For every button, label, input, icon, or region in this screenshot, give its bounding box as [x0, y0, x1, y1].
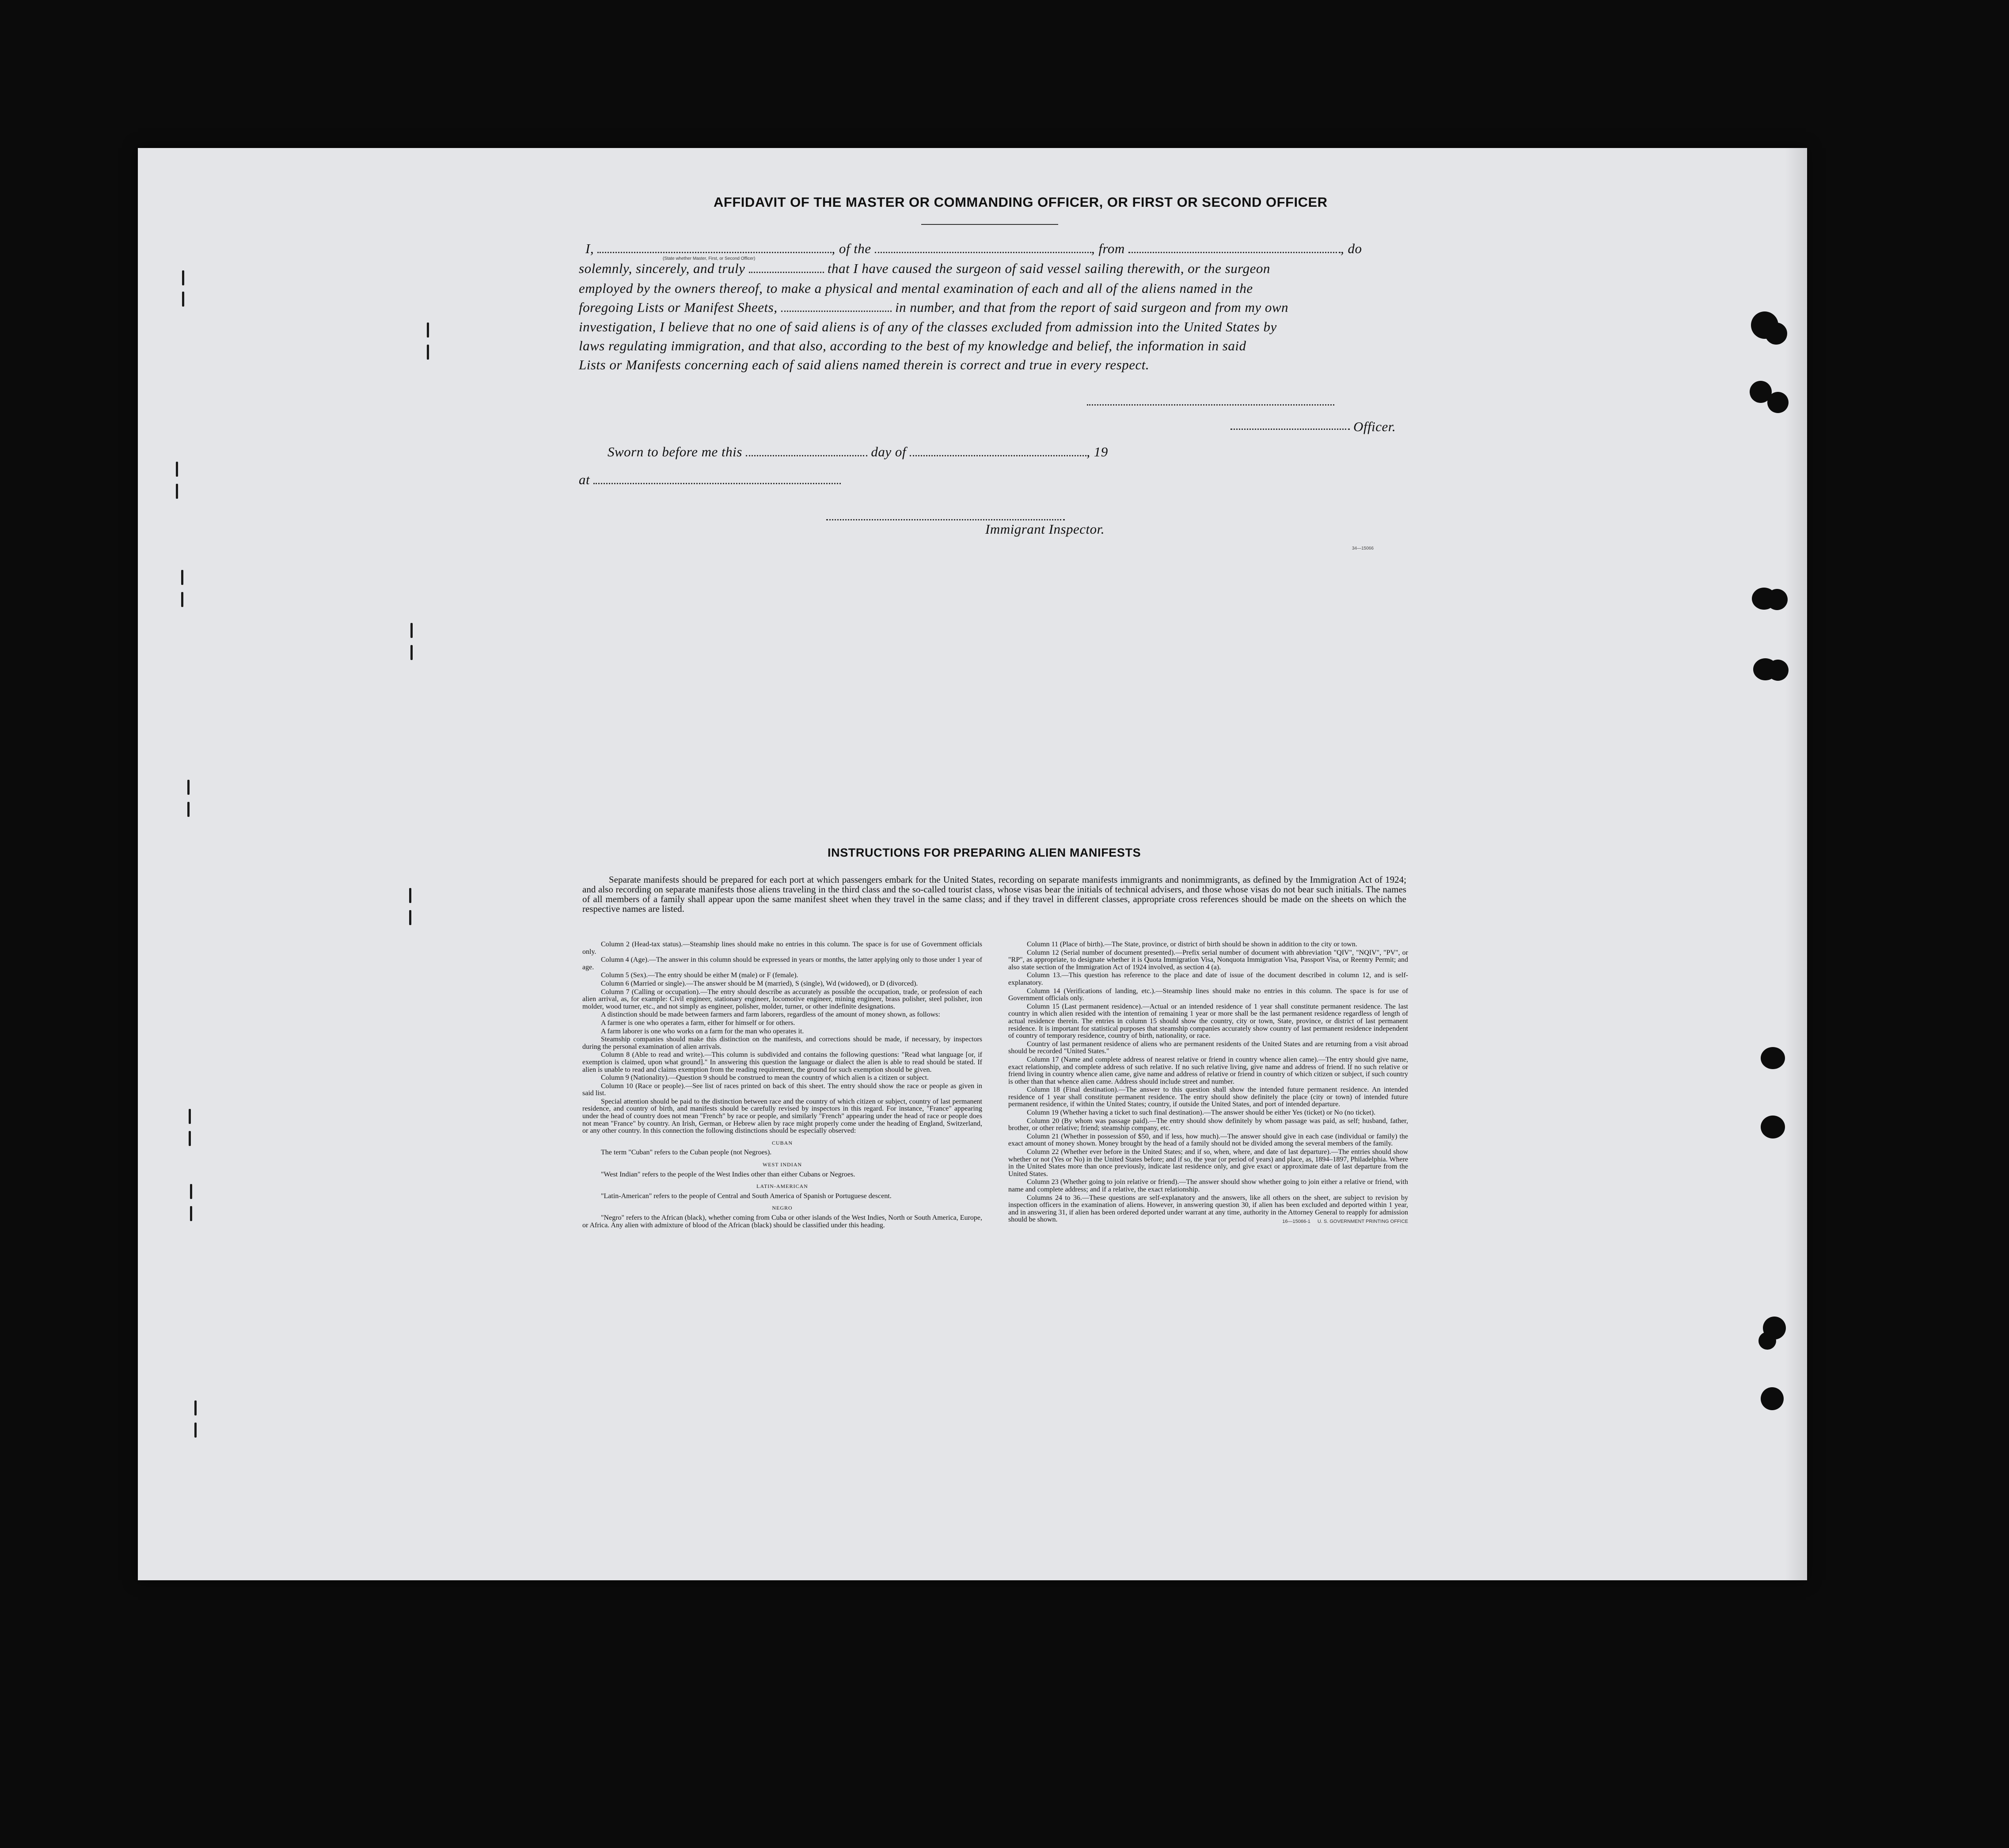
col9-text: Column 9 (Nationality).—Question 9 should be construed to mean the country of which alien is a citizen or subject. — [601, 1074, 929, 1082]
latin-american-text: "Latin-American" refers to the people of Central and South America of Spanish or Portuguese descent. — [601, 1192, 892, 1200]
film-mark — [427, 345, 429, 360]
film-mark — [182, 292, 184, 307]
col15-text: Column 15 (Last permanent residence).—Actual or an intended residence of 1 year shall constitute permanent residence. The last country in which alien resided with the intention of remaining 1 year or more shall be the last permanent residence regardless of length of actual residence therein. The entries in column 15 should show the country, city or town, State, province, or district of last permanent residence. It is important for statistical purposes that steamship companies accurately show country of last permanent residence independent of country of temporary residence, country of birth, nationality, or race. — [1008, 1002, 1408, 1040]
signature-line[interactable] — [1087, 404, 1334, 406]
film-mark — [427, 323, 429, 338]
film-mark — [409, 910, 411, 925]
west-indian-text: "West Indian" refers to the people of the West Indies other than either Cubans or Negroes. — [601, 1170, 855, 1178]
col18-text: Column 18 (Final destination).—The answer to this question shall show the intended future permanent residence. An intended residence of 1 year shall constitute permanent residence. The entry should show definitely the place (city or town) of intended future permanent residence, if within the United States; country, if outside the United States, and port of intended departure. — [1008, 1086, 1408, 1108]
line4-end: in number, and that from the report of said surgeon and from my own — [895, 300, 1289, 315]
inspector-signature-line[interactable] — [826, 519, 1065, 520]
film-mark — [181, 592, 183, 607]
affidavit-line-6: laws regulating immigration, and that also, according to the best of my knowledge and belief, the information in said — [579, 338, 1246, 353]
from-label: , from — [1091, 241, 1125, 256]
film-mark — [194, 1400, 197, 1415]
line4-start: foregoing Lists or Manifest Sheets, — [579, 300, 778, 315]
affidavit-title: AFFIDAVIT OF THE MASTER OR COMMANDING OFFICER, OR FIRST OR SECOND OFFICER — [714, 194, 1328, 210]
col12-text: Column 12 (Serial number of document presented).—Prefix serial number of document with abbreviation "QIV", "NQIV", "PV", or "RP", as appropriate, to designate whether it is Quota Immigration Visa, Nonquota Immigration Visa, Passport Visa, or Reentry Permit; and also state section of the Immigration Act of 1924 involved, as section 4 (a). — [1008, 949, 1408, 971]
latin-american-heading: LATIN-AMERICAN — [756, 1183, 808, 1190]
us-residence-text: Country of last permanent residence of aliens who are permanent residents of the United States and are returning from a visit abroad should be recorded "United States." — [1008, 1040, 1408, 1055]
film-mark — [409, 888, 411, 903]
vessel-name-field[interactable] — [875, 251, 1091, 253]
col10-text: Column 10 (Race or people).—See list of races printed on back of this sheet. The entry should show the race or people as given in said list. — [582, 1082, 982, 1097]
col17-text: Column 17 (Name and complete address of nearest relative or friend in country whence alien came).—The entry should give name, exact relationship, and complete address of such relative. If no such relative living, give name and address of friend. If no such relative or friend living in country whence alien came, give name and address of relative or friend in country of which citizen or subject, if such country is other than that whence alien came. Address should include street and number. — [1008, 1055, 1408, 1085]
footer-form-code: 16—15066-1 — [1282, 1218, 1310, 1224]
affidavit-line-1 — [585, 241, 1362, 257]
film-mark — [410, 645, 413, 660]
col21-text: Column 21 (Whether in possession of $50, and if less, how much).—The answer should give in each case (individual or family) the exact amount of money shown. Money brought by the head of a family should not be divided among the several members of the family. — [1008, 1132, 1408, 1148]
officer-rank-field[interactable] — [597, 251, 832, 253]
sworn-label: Sworn to before me this — [608, 444, 742, 459]
col13-text: Column 13.—This question has reference to the place and date of issue of the document described in column 12, and is self-explanatory. — [1008, 971, 1408, 987]
punch-hole — [1761, 1387, 1784, 1410]
instructions-title: INSTRUCTIONS FOR PREPARING ALIEN MANIFESTS — [828, 846, 1141, 859]
affidavit-line-3: employed by the owners thereof, to make a physical and mental examination of each and all of the aliens named in the — [579, 281, 1253, 296]
col22-text: Column 22 (Whether ever before in the United States; and if so, when, where, and date of last departure).—The entries should show whether or not (Yes or No) in the United States before; and if so, the year (or period of years) and place, as, 1894–1897, Philadelphia. Where in the United States more than once previously, indicate last residence only, and give exact or approximate date of last departure from the United States. — [1008, 1148, 1408, 1178]
film-mark — [410, 623, 413, 638]
intro-text: Separate manifests should be prepared for each port at which passengers embark for the United States, recording on separate manifests immigrants and nonimmigrants, as defined by the Immigration Act of 1924; and also recording on separate manifests those aliens traveling in the third class and the so-called tourist class, whose visas bear the initials of technical advisers, and those whose visas do not bear such initials. The names of all members of a family shall appear upon the same manifest sheet when they travel in the same class; and if they travel in different classes, appropriate cross references should be made on the sheets on which the respective names are listed. — [582, 874, 1406, 914]
film-mark — [190, 1184, 192, 1199]
col24-36-text: Columns 24 to 36.—These questions are self-explanatory and the answers, like all others on the sheet, are subject to revision by inspection officers in the examination of aliens. However, in answering question 30, if alien has been excluded and deported within 1 year, and in answering 31, if alien has been ordered deported under warrant at any time, authority in the Attorney General to reapply for admission should be shown. — [1008, 1194, 1408, 1224]
punch-hole — [1766, 589, 1788, 610]
at-line — [579, 472, 841, 488]
west-indian-heading: WEST INDIAN — [762, 1161, 802, 1168]
officer-signature-line[interactable] — [1230, 429, 1350, 430]
swear-affirm-field[interactable] — [749, 271, 824, 273]
affidavit-line-2 — [579, 261, 1270, 277]
affidavit-line-4 — [579, 300, 1288, 315]
col8-text: Column 8 (Able to read and write).—This column is subdivided and contains the following questions: "Read what language [or, if exemption is claimed, upon what ground]." In answering this question the language or dialect the alien is able to read should be stated. If alien is unable to read and claims exemption from the reading requirement, the ground for such exemption should be given. — [582, 1051, 982, 1074]
cuban-text: The term "Cuban" refers to the Cuban people (not Negroes). — [601, 1149, 772, 1157]
col2-text: Column 2 (Head-tax status).—Steamship lines should make no entries in this column. The space is for use of Government officials only. — [582, 941, 982, 956]
farm-laborer-text: A farm laborer is one who works on a farm for the man who operates it. — [601, 1027, 804, 1035]
steamship-distinction-text: Steamship companies should make this distinction on the manifests, and corrections should be made, if necessary, by inspectors during the personal examination of alien arrivals. — [582, 1036, 982, 1051]
punch-hole — [1761, 1116, 1785, 1138]
year-label: , 19 — [1086, 444, 1108, 459]
paper-edge-shadow — [1785, 148, 1807, 1580]
punch-hole — [1761, 1047, 1785, 1069]
punch-hole — [1767, 660, 1789, 681]
race-distinction-text: Special attention should be paid to the distinction between race and the country of which citizen or subject, country of last permanent residence, and country of birth, and manifests should be carefully revised by inspectors in this regard. For instance, "France" appearing under the head of country does not mean "French" by race or people, and similarly "French" appearing under the head of race or people does not mean "France" by country. An Irish, German, or Hebrew alien by race might properly come under the heading of England, Switzerland, or any other country. In this connection the following distinctions should be especially observed: — [582, 1097, 982, 1135]
film-mark — [176, 484, 178, 499]
col5-text: Column 5 (Sex).—The entry should be either M (male) or F (female). — [601, 971, 798, 979]
of-the-label: , of the — [832, 241, 871, 256]
film-mark — [194, 1423, 197, 1438]
sworn-place-field[interactable] — [593, 482, 841, 484]
line2-end: that I have caused the surgeon of said vessel sailing therewith, or the surgeon — [827, 261, 1270, 276]
affidavit-line-7: Lists or Manifests concerning each of said aliens named therein is correct and true in every respect. — [579, 357, 1150, 372]
sworn-month-field[interactable] — [910, 454, 1086, 456]
sworn-line — [608, 444, 1108, 460]
punch-hole — [1758, 1332, 1776, 1350]
affidavit-line-5: investigation, I believe that no one of said aliens is of any of the classes excluded from admission into the United States by — [579, 319, 1277, 334]
line2-start: solemnly, sincerely, and truly — [579, 261, 745, 276]
punch-hole — [1765, 323, 1787, 345]
col19-text: Column 19 (Whether having a ticket to such final destination).—The answer should be either Yes (ticket) or No (no ticket). — [1027, 1109, 1376, 1117]
sworn-day-field[interactable] — [746, 454, 867, 456]
instructions-intro — [582, 875, 1406, 914]
port-from-field[interactable] — [1128, 251, 1341, 253]
col11-text: Column 11 (Place of birth).—The State, province, or district of birth should be shown in addition to the city or town. — [1027, 941, 1357, 948]
negro-heading: NEGRO — [772, 1205, 793, 1211]
film-mark — [187, 802, 190, 817]
film-mark — [176, 462, 178, 477]
film-mark — [190, 1206, 192, 1221]
inspector-label: Immigrant Inspector. — [985, 521, 1105, 537]
farmer-distinction-text: A distinction should be made between farmers and farm laborers, regardless of the amount of money shown, as follows: — [601, 1011, 940, 1019]
col4-text: Column 4 (Age).—The answer in this column should be expressed in years or months, the latter applying only to those under 1 year of age. — [582, 956, 982, 971]
instructions-right-column — [1008, 941, 1408, 1226]
footer-codes — [1008, 1218, 1408, 1226]
cuban-heading: CUBAN — [771, 1139, 793, 1146]
col6-text: Column 6 (Married or single).—The answer should be M (married), S (single), Wd (widowed), or D (divorced). — [601, 979, 918, 987]
at-label: at — [579, 472, 590, 487]
film-mark — [189, 1131, 191, 1146]
film-mark — [181, 570, 183, 585]
col23-text: Column 23 (Whether going to join relative or friend).—The answer should show whether going to join either a relative or friend, with name and complete address; and if a relative, the exact relationship. — [1008, 1178, 1408, 1193]
col20-text: Column 20 (By whom was passage paid).—The entry should show definitely by whom passage was paid, as self; husband, father, brother, or other relative; friend; steamship company, etc. — [1008, 1117, 1408, 1132]
affiant-prefix: I, — [585, 241, 594, 256]
footer-printer: U. S. GOVERNMENT PRINTING OFFICE — [1317, 1218, 1408, 1224]
instructions-left-column — [582, 941, 982, 1230]
sheet-count-field[interactable] — [781, 310, 892, 312]
title-rule — [921, 224, 1058, 225]
day-of-label: day of — [871, 444, 906, 459]
punch-hole — [1767, 392, 1789, 413]
film-mark — [187, 780, 190, 795]
officer-rank-note: (State whether Master, First, or Second Officer) — [663, 256, 756, 261]
do-label: , do — [1341, 241, 1362, 256]
col7-text: Column 7 (Calling or occupation).—The entry should describe as accurately as possible the occupation, trade, or profession of each alien arrival, as, for example: Civil engineer, stationary engineer, locomotive engineer, mining engineer, brass polisher, steel polisher, iron molder, wood turner, etc., and not simply as engineer, polisher, molder, turner, or other indefinite designations. — [582, 988, 982, 1010]
col14-text: Column 14 (Verifications of landing, etc.).—Steamship lines should make no entries in this column. The space is for use of Government officials only. — [1008, 987, 1408, 1002]
farmer-text: A farmer is one who operates a farm, either for himself or for others. — [601, 1019, 795, 1027]
officer-label: Officer. — [1353, 419, 1396, 434]
negro-text: "Negro" refers to the African (black), whether coming from Cuba or other islands of the West Indies, North or South America, Europe, or Africa. Any alien with admixture of blood of the African (black) should be classified under this heading. — [582, 1214, 982, 1229]
film-mark — [189, 1109, 191, 1124]
form-code: 34—15066 — [1352, 546, 1374, 551]
film-mark — [182, 270, 184, 285]
